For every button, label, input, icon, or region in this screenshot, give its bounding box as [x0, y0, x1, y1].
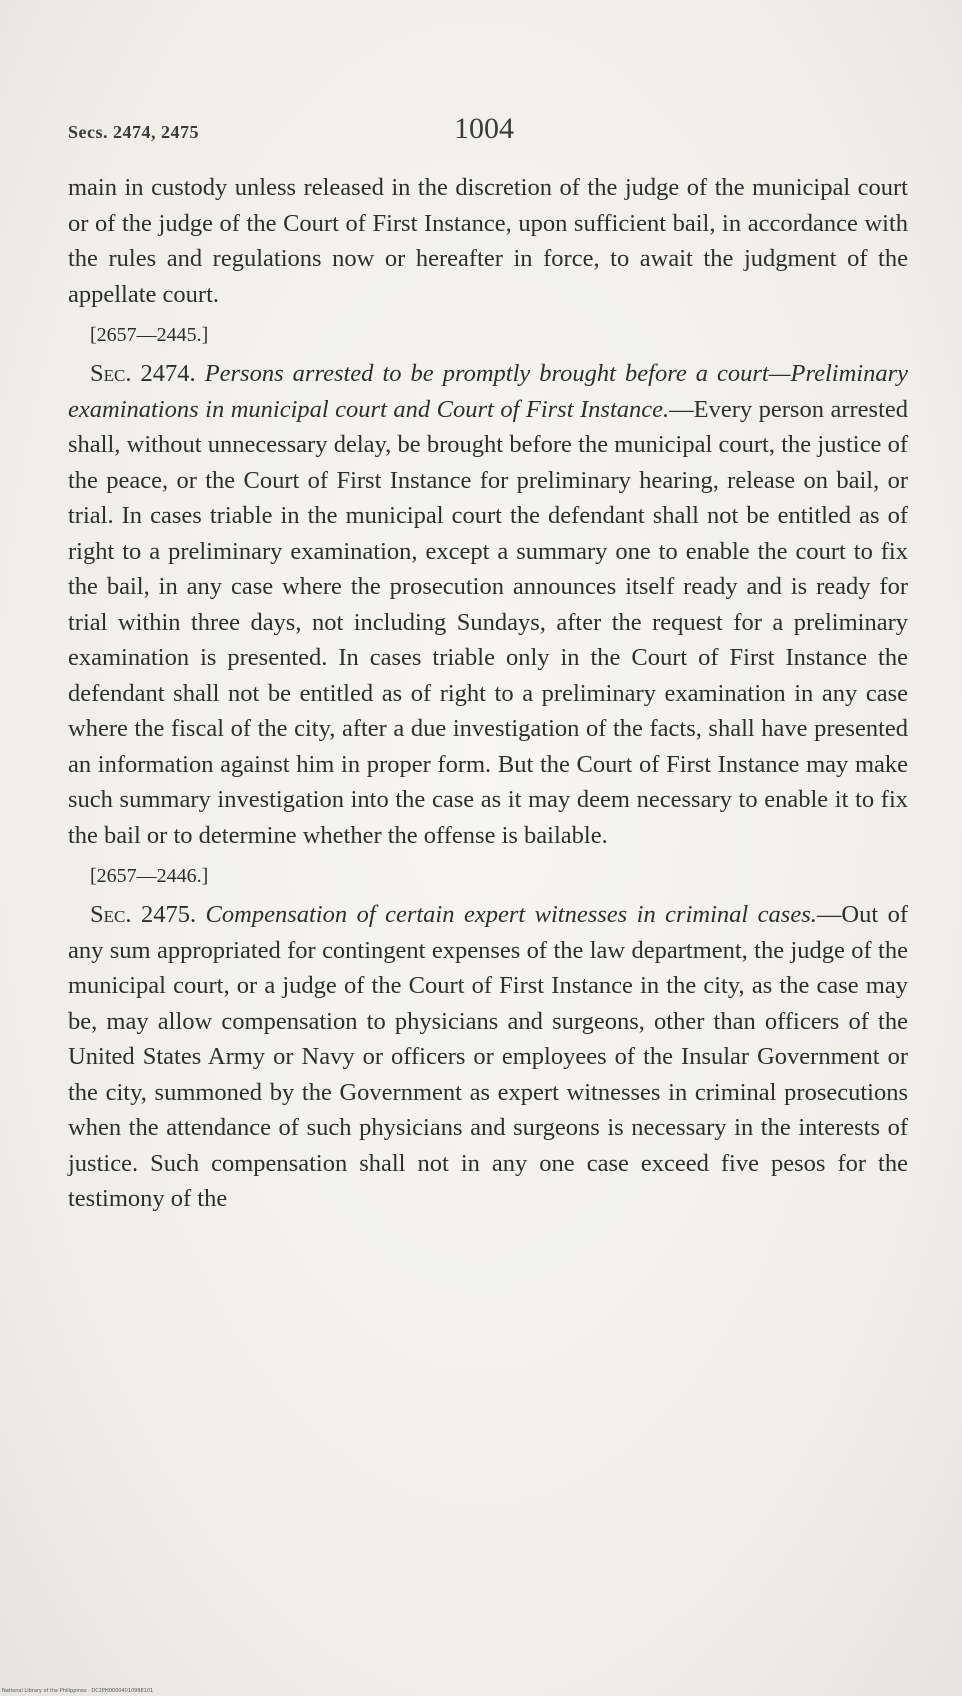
citation-2445: [2657—2445.]: [90, 324, 209, 346]
page-number: 1004: [454, 112, 514, 145]
section-2474-label: Sec. 2474.: [90, 360, 196, 387]
running-head: [68, 112, 898, 152]
section-2475: [68, 897, 908, 1217]
continuation-paragraph: main in custody unless released in the discretion of the judge of the municipal court or of the judge of the Court of First Instance, upon sufficient bail, in accordance with the rules and regulations now or hereafter in force, to await the judgment of the appellate court.: [68, 174, 908, 308]
section-2475-label: Sec. 2475.: [90, 901, 197, 928]
section-2474-title: Persons arrested to be promptly brought before a court—Preliminary examinations in municipal court and Court of First Instance.: [68, 360, 909, 423]
section-2475-body: —Out of any sum appropriated for contingent expenses of the law department, the judge of the municipal court, or a judge of the Court of First Instance in the city, as the case may be, may allow compensation to physicians and surgeons, other than officers of the United States Army or Navy or officers or employees of the Insular Government or the city, summoned by the Government as expert witnesses in criminal prosecutions when the attendance of such physicians and surgeons is necessary in the interests of justice. Such compensation shall not in any one case exceed five pesos for the testimony of the: [68, 901, 908, 1212]
section-2474: [68, 356, 908, 853]
scan-credit: National Library of the Philippines · DC2PH00004010998101: [2, 1688, 154, 1694]
section-2475-title: Compensation of certain expert witnesses in criminal cases.: [205, 901, 817, 928]
citation-2446: [2657—2446.]: [90, 865, 209, 887]
body-text: [68, 170, 908, 1217]
section-2474-body: —Every person arrested shall, without unnecessary delay, be brought before the municipal court, the justice of the peace, or the Court of First Instance for preliminary hearing, release on bail, or trial. In cases triable in the municipal court the defendant shall not be entitled as of right to a preliminary examination, except a summary one to enable the court to fix the bail, in any case where the prosecution announces itself ready and is ready for trial within three days, not including Sundays, after the request for a preliminary examination is presented. In cases triable only in the Court of First Instance the defendant shall not be entitled as of right to a preliminary examination in any case where the fiscal of the city, after a due investigation of the facts, shall have presented an information against him in proper form. But the Court of First Instance may make such summary investigation into the case as it may deem necessary to enable it to fix the bail or to determine whether the offense is bailable.: [68, 395, 908, 849]
section-reference: Secs. 2474, 2475: [68, 122, 199, 142]
